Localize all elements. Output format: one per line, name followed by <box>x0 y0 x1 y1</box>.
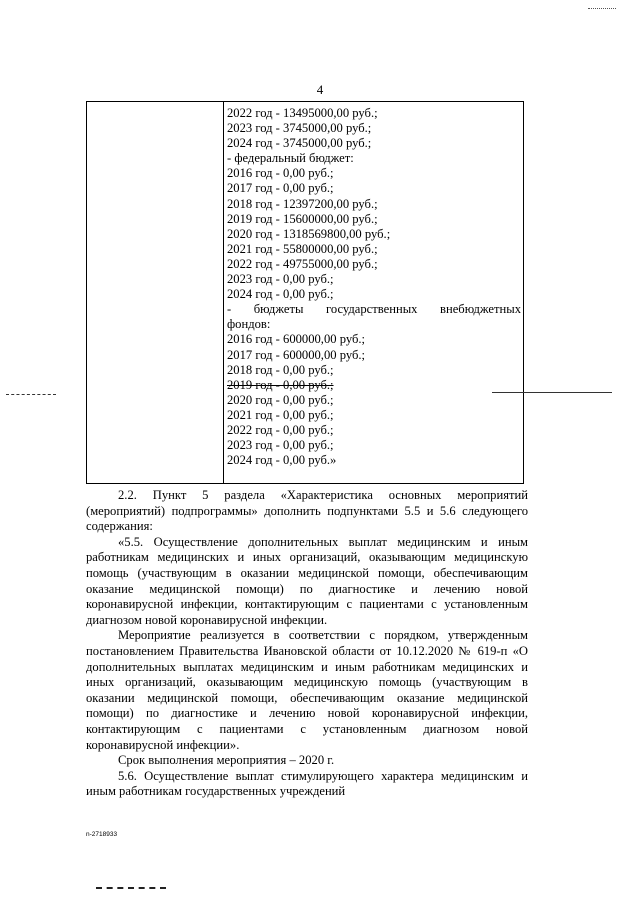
funding-line: 2018 год - 12397200,00 руб.; <box>227 196 378 211</box>
funding-line: 2020 год - 0,00 руб.; <box>227 392 334 407</box>
funding-line: 2022 год - 49755000,00 руб.; <box>227 256 378 271</box>
funding-line: 2016 год - 600000,00 руб.; <box>227 332 366 347</box>
footer-scan-mark <box>96 887 166 892</box>
funding-lines <box>227 106 521 468</box>
body-text <box>86 488 528 800</box>
funding-line: фондов: <box>227 317 271 332</box>
funding-line: 2023 год - 0,00 руб.; <box>227 438 334 453</box>
paragraph: Мероприятие реализуется в соответствии с порядком, утвержденным постановлением Правительства Ивановской области от 10.12.2020 № 619-п «О дополнительных выплатах медицинским и иным работникам медицинских и иных организаций, оказывающим медицинскую помощь (участвующим в оказании медицинской помощи, обеспечивающим оказание медицинской помощи) по диагностике и лечению новой коронавирусной инфекции, контактирующим с пациентами с установленным диагнозом новой коронавирусной инфекции». <box>86 628 528 752</box>
funding-line: 2019 год - 15600000,00 руб.; <box>227 211 378 226</box>
scan-corner-mark <box>588 8 616 9</box>
funding-line: 2024 год - 3745000,00 руб.; <box>227 136 372 151</box>
funding-line: 2022 год - 0,00 руб.; <box>227 422 334 437</box>
funding-line: 2024 год - 0,00 руб.» <box>227 453 337 468</box>
funding-line: 2017 год - 0,00 руб.; <box>227 181 334 196</box>
funding-line: 2019 год - 0,00 руб.; <box>227 377 334 392</box>
table-column-divider <box>223 102 224 483</box>
funding-line: 2018 год - 0,00 руб.; <box>227 362 334 377</box>
document-code: n-2718933 <box>86 831 118 838</box>
funding-line: 2024 год - 0,00 руб.; <box>227 287 334 302</box>
funding-line: 2023 год - 0,00 руб.; <box>227 272 334 287</box>
paragraph: «5.5. Осуществление дополнительных выплат медицинским и иным работникам медицинских и иных организаций, оказывающим медицинскую помощь (участвующим в оказании медицинской помощи, обеспечивающим оказание медицинской помощи) по диагностике и лечению новой коронавирусной инфекции, контактирующим с пациентами с установленным диагнозом новой коронавирусной инфекции. <box>86 534 528 627</box>
funding-line: - бюджеты государственных внебюджетных <box>227 302 521 317</box>
page-number: 4 <box>316 82 324 97</box>
scan-line-right <box>492 392 612 393</box>
funding-line: 2017 год - 600000,00 руб.; <box>227 347 366 362</box>
funding-line: 2021 год - 0,00 руб.; <box>227 407 334 422</box>
funding-line: 2023 год - 3745000,00 руб.; <box>227 121 372 136</box>
funding-line: 2021 год - 55800000,00 руб.; <box>227 241 378 256</box>
funding-line: - федеральный бюджет: <box>227 151 354 166</box>
funding-line: 2020 год - 1318569800,00 руб.; <box>227 226 391 241</box>
scan-line-left <box>6 394 56 395</box>
paragraph: 5.6. Осуществление выплат стимулирующего характера медицинским и иным работникам государственных учреждений <box>86 768 528 799</box>
funding-line: 2016 год - 0,00 руб.; <box>227 166 334 181</box>
paragraph: Срок выполнения мероприятия – 2020 г. <box>118 753 335 768</box>
paragraph: 2.2. Пункт 5 раздела «Характеристика основных мероприятий (мероприятий) подпрограммы» дополнить подпунктами 5.5 и 5.6 следующего содержания: <box>86 488 528 534</box>
funding-table <box>86 101 524 484</box>
funding-line: 2022 год - 13495000,00 руб.; <box>227 106 378 120</box>
